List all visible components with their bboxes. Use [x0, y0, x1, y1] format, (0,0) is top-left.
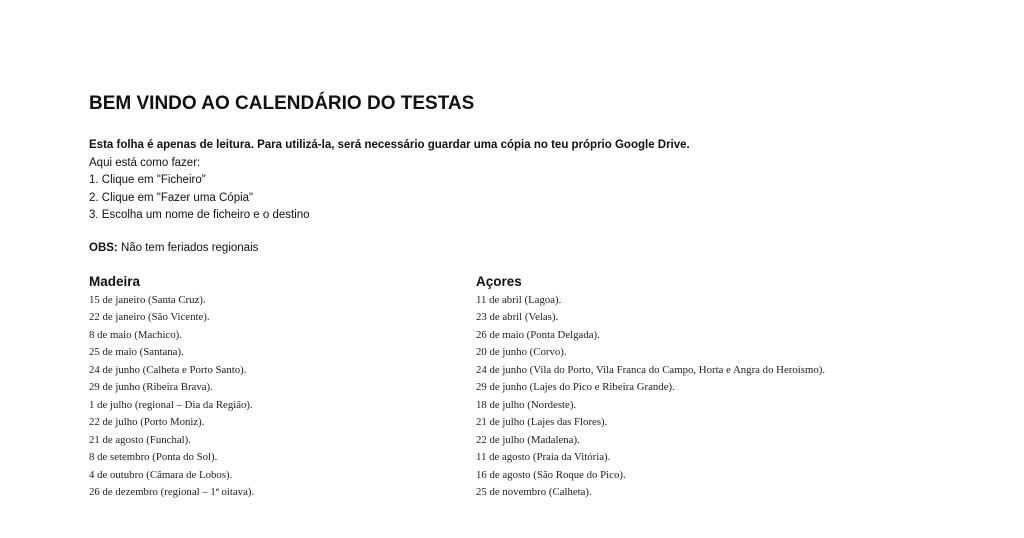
list-item: 23 de abril (Velas).	[476, 311, 559, 324]
list-item: 21 de agosto (Funchal).	[89, 433, 191, 446]
obs-note	[89, 242, 258, 254]
madeira-holiday-list	[89, 292, 254, 501]
acores-heading: Açores	[476, 274, 522, 289]
step-1: 1. Clique em "Ficheiro"	[89, 174, 206, 186]
list-item: 22 de julho (Porto Moniz).	[89, 416, 205, 429]
list-item: 29 de junho (Ribeira Brava).	[89, 381, 213, 394]
list-item: 8 de setembro (Ponta do Sol).	[89, 451, 218, 464]
list-item: 22 de julho (Madalena).	[476, 433, 580, 446]
list-item: 24 de junho (Vila do Porto, Vila Franca do Campo, Horta e Angra do Heroísmo).	[476, 363, 826, 376]
list-item: 25 de novembro (Calheta).	[476, 485, 592, 498]
list-item: 21 de julho (Lajes das Flores).	[476, 416, 608, 429]
obs-label: OBS:	[89, 242, 118, 254]
acores-holiday-list	[476, 292, 825, 501]
list-item: 1 de julho (regional – Dia da Região).	[89, 398, 253, 411]
obs-text: Não tem feriados regionais	[117, 242, 259, 254]
list-item: 4 de outubro (Câmara de Lobos).	[89, 468, 233, 481]
howto-intro: Aqui está como fazer:	[89, 156, 201, 169]
list-item: 24 de junho (Calheta e Porto Santo).	[89, 363, 247, 376]
intro-block	[89, 137, 690, 225]
list-item: 29 de junho (Lajes do Pico e Ribeira Grande).	[476, 381, 675, 394]
step-2: 2. Clique em "Fazer uma Cópia"	[89, 191, 254, 204]
madeira-section	[89, 274, 254, 501]
list-item: 26 de maio (Ponta Delgada).	[476, 328, 600, 341]
list-item: 18 de julho (Nordeste).	[476, 398, 577, 411]
acores-section	[476, 274, 825, 501]
list-item: 15 de janeiro (Santa Cruz).	[89, 294, 206, 306]
read-only-notice: Esta folha é apenas de leitura. Para utilizá-la, será necessário guardar uma cópia no teu próprio Google Drive.	[89, 139, 690, 151]
list-item: 16 de agosto (São Roque do Pico).	[476, 468, 626, 481]
list-item: 22 de janeiro (São Vicente).	[89, 311, 210, 324]
list-item: 25 de maio (Santana).	[89, 346, 184, 359]
step-3: 3. Escolha um nome de ficheiro e o destino	[89, 209, 310, 221]
list-item: 11 de agosto (Praia da Vitória).	[476, 451, 611, 464]
madeira-heading: Madeira	[89, 274, 141, 289]
list-item: 8 de maio (Machico).	[89, 328, 182, 341]
list-item: 26 de dezembro (regional – 1ª oitava).	[89, 485, 255, 498]
page-title: BEM VINDO AO CALENDÁRIO DO TESTAS	[89, 93, 475, 114]
list-item: 11 de abril (Lagoa).	[476, 294, 562, 306]
list-item: 20 de junho (Corvo).	[476, 346, 567, 359]
